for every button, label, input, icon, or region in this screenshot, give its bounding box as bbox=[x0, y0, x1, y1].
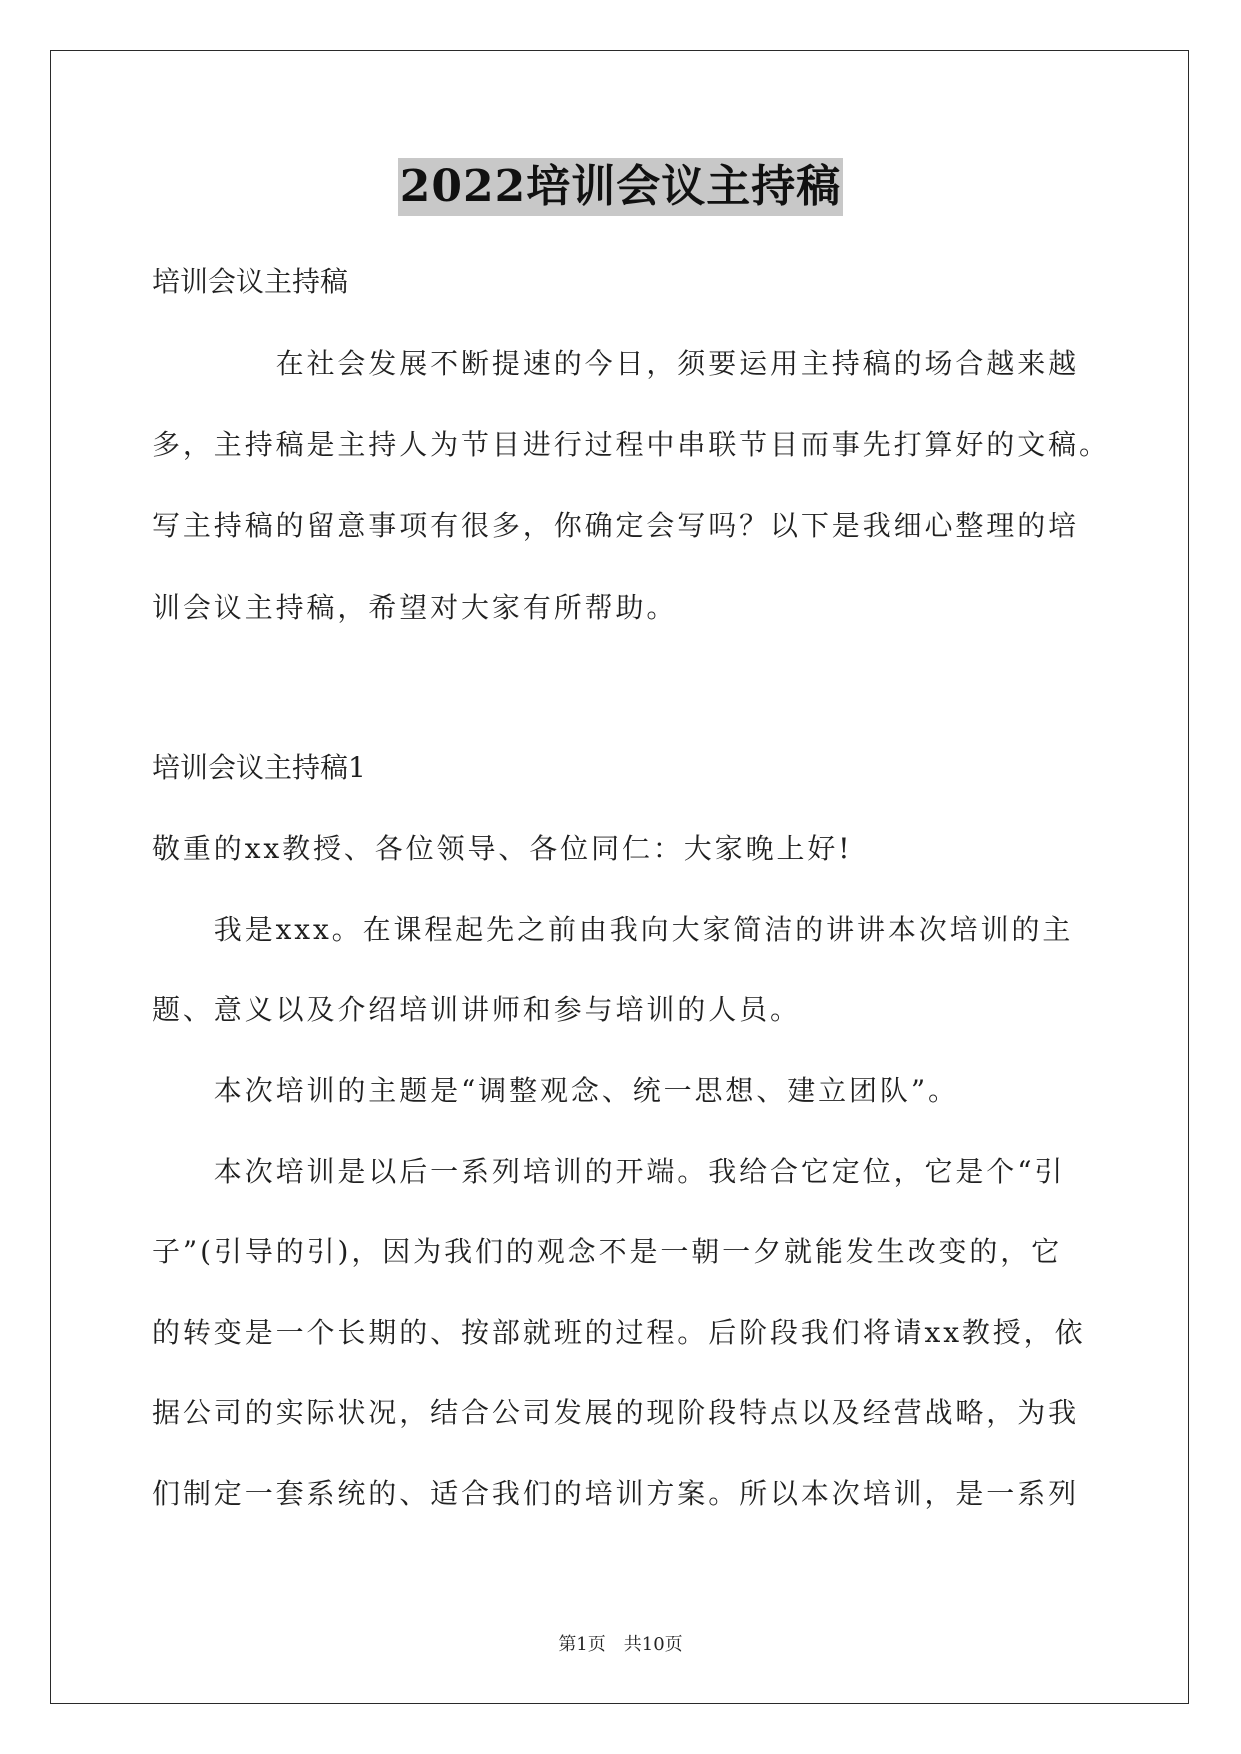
title-container bbox=[0, 158, 1241, 216]
document-title: 2022培训会议主持稿 bbox=[398, 158, 843, 216]
doc-line: 训会议主持稿，希望对大家有所帮助。 bbox=[152, 591, 678, 624]
doc-line: 多，主持稿是主持人为节目进行过程中串联节目而事先打算好的文稿。 bbox=[152, 428, 1110, 461]
doc-line-subtitle: 培训会议主持稿 bbox=[152, 265, 349, 298]
doc-line: 的转变是一个长期的、按部就班的过程。后阶段我们将请xx教授，依 bbox=[152, 1316, 1086, 1349]
doc-line: 子”(引导的引)，因为我们的观念不是一朝一夕就能发生改变的，它 bbox=[152, 1235, 1063, 1268]
doc-line: 写主持稿的留意事项有很多，你确定会写吗？以下是我细心整理的培 bbox=[152, 509, 1080, 542]
doc-line-salutation: 敬重的xx教授、各位领导、各位同仁：大家晚上好! bbox=[152, 832, 853, 865]
doc-line: 们制定一套系统的、适合我们的培训方案。所以本次培训，是一系列 bbox=[152, 1477, 1080, 1510]
page-number-footer: 第1页 共10页 bbox=[558, 1634, 683, 1655]
doc-line: 据公司的实际状况，结合公司发展的现阶段特点以及经营战略，为我 bbox=[152, 1396, 1080, 1429]
doc-line: 我是xxx。在课程起先之前由我向大家简洁的讲讲本次培训的主 bbox=[152, 913, 1074, 946]
doc-line: 本次培训是以后一系列培训的开端。我给合它定位，它是个“引 bbox=[152, 1155, 1066, 1188]
doc-line-section-heading: 培训会议主持稿1 bbox=[152, 751, 366, 784]
doc-line: 在社会发展不断提速的今日，须要运用主持稿的场合越来越 bbox=[152, 347, 1080, 380]
doc-line: 本次培训的主题是“调整观念、统一思想、建立团队”。 bbox=[152, 1074, 959, 1107]
doc-line: 题、意义以及介绍培训讲师和参与培训的人员。 bbox=[152, 993, 801, 1026]
